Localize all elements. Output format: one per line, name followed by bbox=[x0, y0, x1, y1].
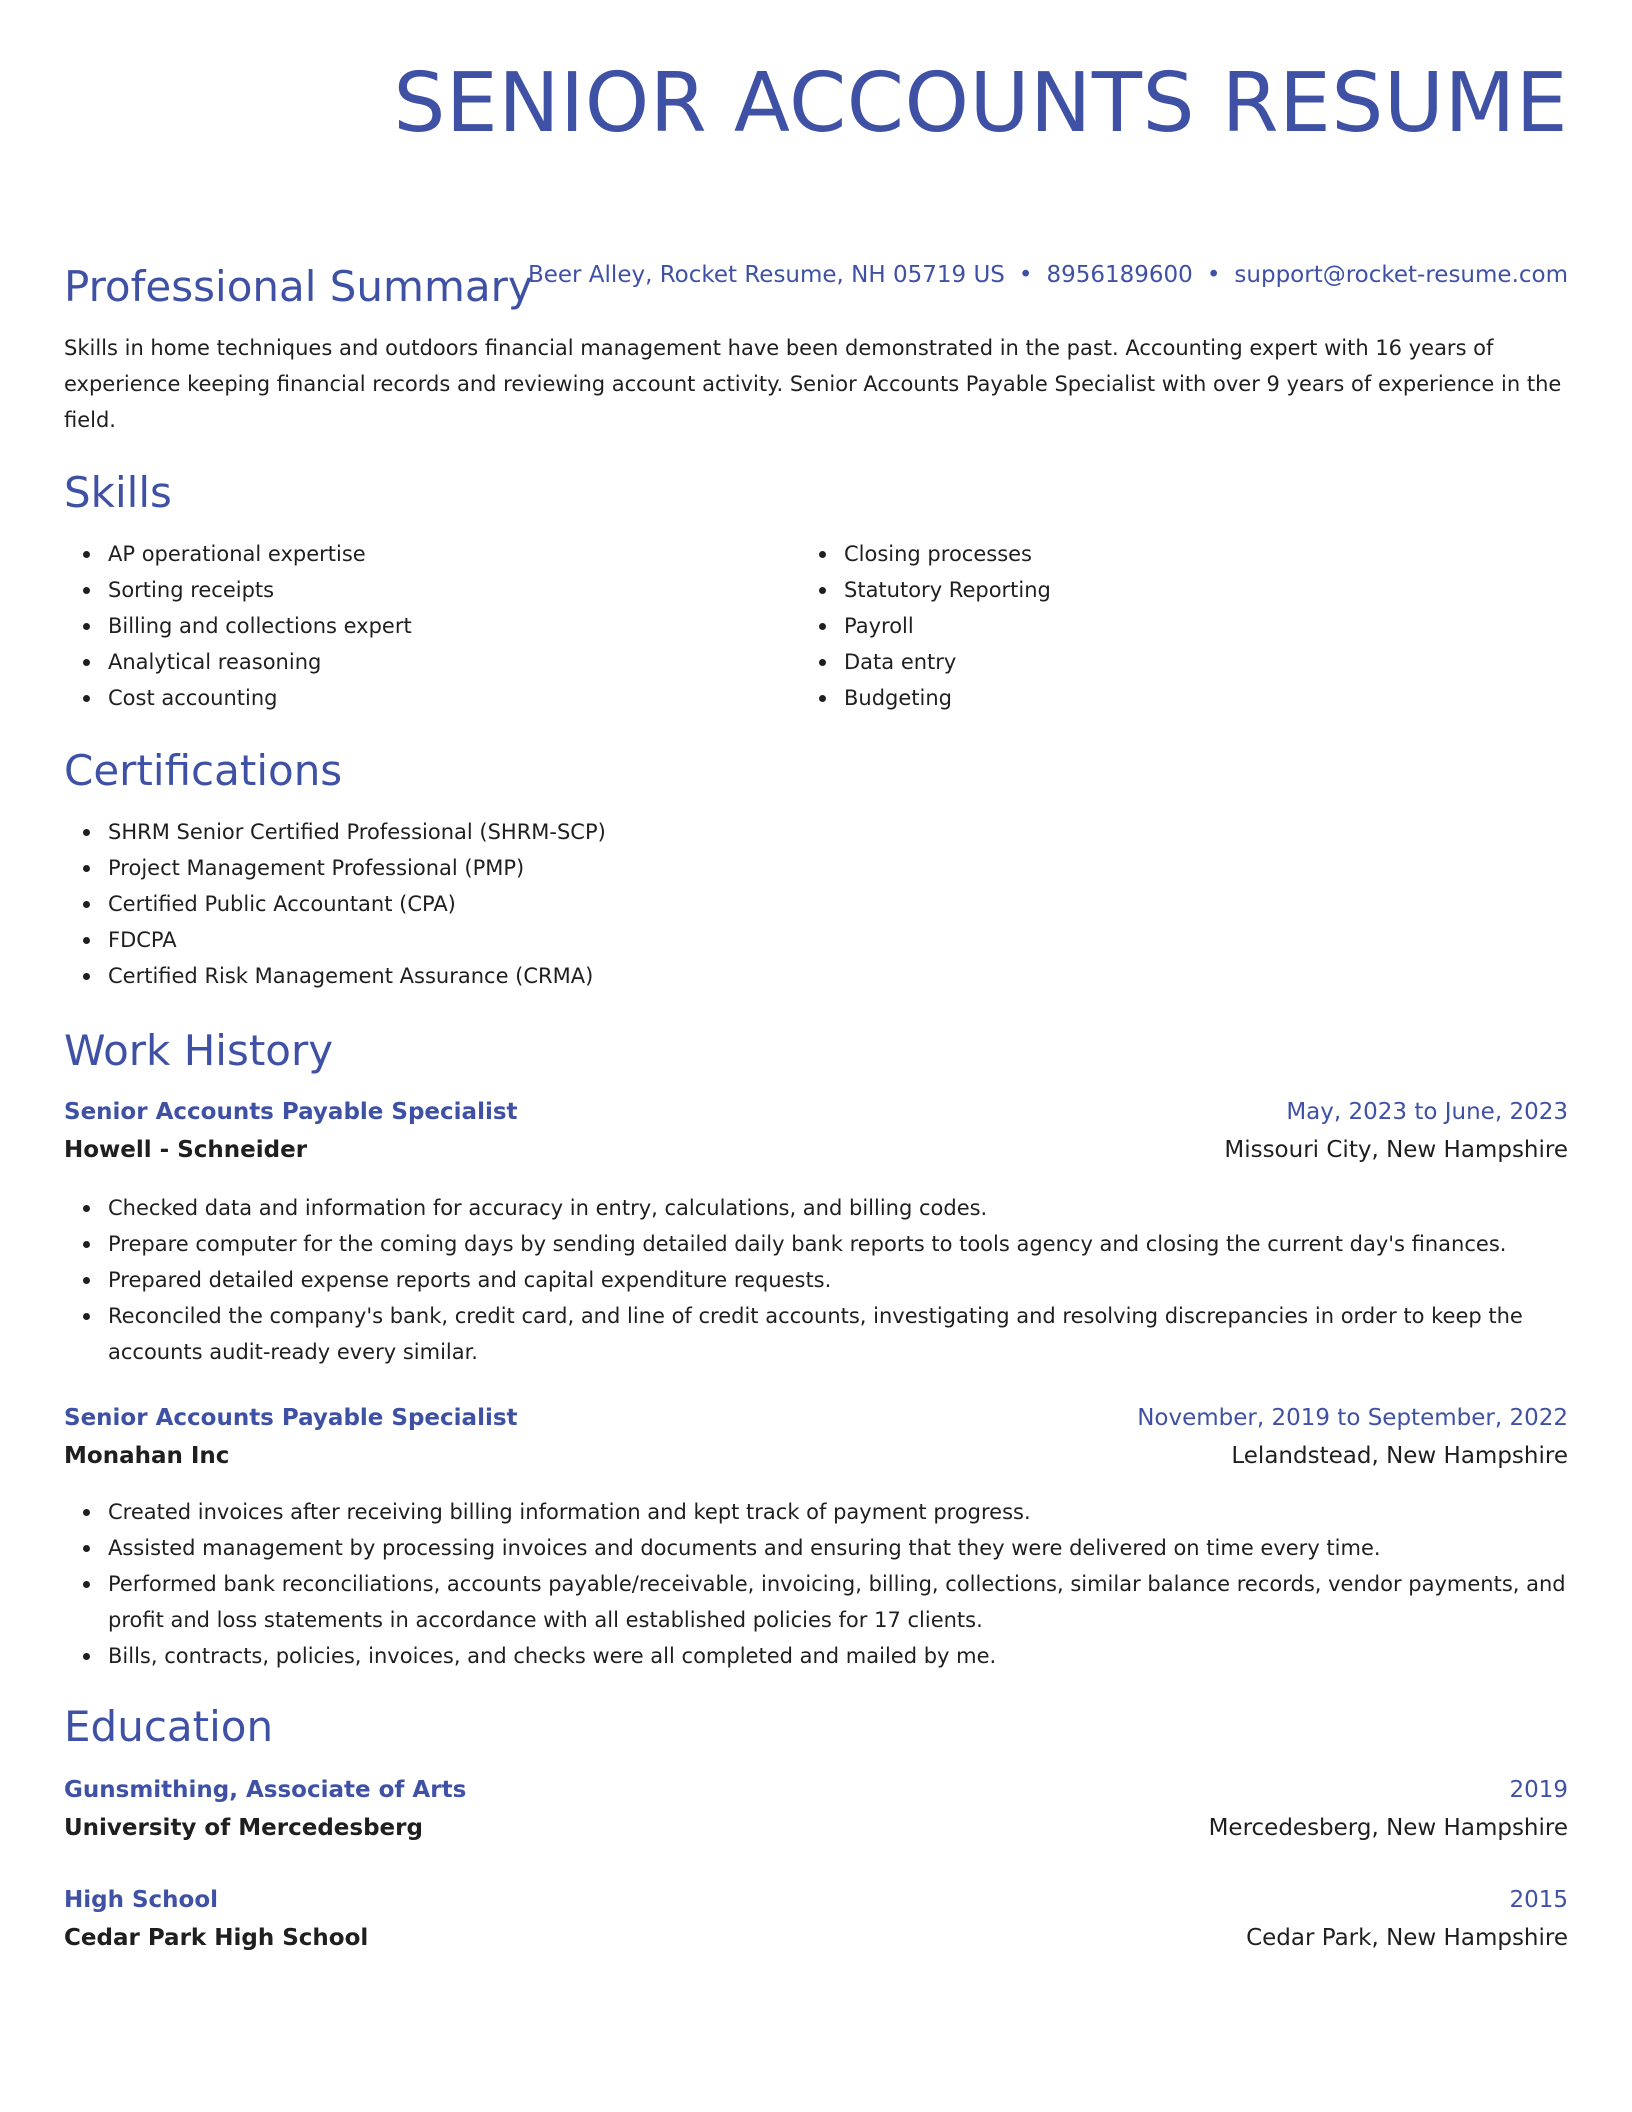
education-school: Cedar Park High School bbox=[64, 1925, 369, 1951]
job-bullet: Performed bank reconciliations, accounts payable/receivable, invoicing, billing, collections, similar balance records, vendor payments, and profit and loss statements in accordance with all established policies for 17 clients. bbox=[108, 1566, 1568, 1638]
job-bullet: Prepare computer for the coming days by sending detailed daily bank reports to tools agency and closing the current day's finances. bbox=[108, 1226, 1568, 1262]
certification-item: SHRM Senior Certified Professional (SHRM-SCP) bbox=[108, 814, 1568, 850]
education-school: University of Mercedesberg bbox=[64, 1815, 423, 1841]
contact-phone: 8956189600 bbox=[1046, 262, 1193, 288]
education-year: 2019 bbox=[1509, 1777, 1568, 1803]
certification-item: Project Management Professional (PMP) bbox=[108, 850, 1568, 886]
job-bullet: Bills, contracts, policies, invoices, and checks were all completed and mailed by me. bbox=[108, 1638, 1568, 1674]
education-location: Cedar Park, New Hampshire bbox=[1246, 1925, 1568, 1951]
education-degree: Gunsmithing, Associate of Arts bbox=[64, 1777, 467, 1803]
education-school-row bbox=[64, 1812, 1568, 1844]
job-bullets bbox=[64, 1190, 1568, 1370]
skills-list-left bbox=[64, 536, 808, 716]
education-school-row bbox=[64, 1922, 1568, 1954]
resume-name: SENIOR ACCOUNTS RESUME bbox=[393, 56, 1568, 151]
skill-item: Sorting receipts bbox=[108, 572, 808, 608]
contact-email[interactable]: support@rocket-resume.com bbox=[1234, 262, 1568, 288]
skill-item: Budgeting bbox=[844, 680, 1544, 716]
summary-heading: Professional Summary bbox=[64, 262, 533, 311]
job-role: Senior Accounts Payable Specialist bbox=[64, 1405, 518, 1431]
education-year: 2015 bbox=[1509, 1887, 1568, 1913]
skill-item: Closing processes bbox=[844, 536, 1544, 572]
skill-item: Data entry bbox=[844, 644, 1544, 680]
skills-heading: Skills bbox=[64, 468, 172, 517]
certification-item: FDCPA bbox=[108, 922, 1568, 958]
contact-separator: • bbox=[1018, 262, 1033, 288]
contact-separator: • bbox=[1206, 262, 1221, 288]
job-dates: November, 2019 to September, 2022 bbox=[1137, 1405, 1568, 1431]
education-degree-row bbox=[64, 1884, 1568, 1916]
education-location: Mercedesberg, New Hampshire bbox=[1208, 1815, 1568, 1841]
certification-item: Certified Public Accountant (CPA) bbox=[108, 886, 1568, 922]
certifications-heading: Certifications bbox=[64, 746, 343, 795]
job-bullet: Prepared detailed expense reports and capital expenditure requests. bbox=[108, 1262, 1568, 1298]
job-bullet: Created invoices after receiving billing information and kept track of payment progress. bbox=[108, 1494, 1568, 1530]
skill-item: Billing and collections expert bbox=[108, 608, 808, 644]
contact-address: Beer Alley, Rocket Resume, NH 05719 US bbox=[527, 262, 1005, 288]
contact-line bbox=[528, 260, 1568, 290]
skills-list-right bbox=[800, 536, 1544, 716]
work-history-heading: Work History bbox=[64, 1026, 334, 1075]
job-location: Lelandstead, New Hampshire bbox=[1231, 1443, 1568, 1469]
certifications-list bbox=[64, 814, 1568, 994]
skill-item: Statutory Reporting bbox=[844, 572, 1544, 608]
job-role: Senior Accounts Payable Specialist bbox=[64, 1099, 518, 1125]
job-location: Missouri City, New Hampshire bbox=[1224, 1137, 1568, 1163]
skill-item: Payroll bbox=[844, 608, 1544, 644]
job-bullet: Reconciled the company's bank, credit card, and line of credit accounts, investigating and resolving discrepancies in order to keep the accounts audit-ready every similar. bbox=[108, 1298, 1568, 1370]
job-bullet: Assisted management by processing invoices and documents and ensuring that they were delivered on time every time. bbox=[108, 1530, 1568, 1566]
job-title-row bbox=[64, 1096, 1568, 1128]
skill-item: Cost accounting bbox=[108, 680, 808, 716]
job-bullets bbox=[64, 1494, 1568, 1674]
skill-item: AP operational expertise bbox=[108, 536, 808, 572]
education-degree: High School bbox=[64, 1887, 219, 1913]
summary-text: Skills in home techniques and outdoors financial management have been demonstrated in the past. Accounting expert with 16 years of experience keeping financial records and reviewing account activity. Senior Accounts Payable Specialist with over 9 years of experience in the field. bbox=[64, 336, 1562, 432]
certification-item: Certified Risk Management Assurance (CRMA) bbox=[108, 958, 1568, 994]
job-bullet: Checked data and information for accuracy in entry, calculations, and billing codes. bbox=[108, 1190, 1568, 1226]
education-heading: Education bbox=[64, 1702, 274, 1751]
education-degree-row bbox=[64, 1774, 1568, 1806]
job-title-row bbox=[64, 1402, 1568, 1434]
job-company-row bbox=[64, 1134, 1568, 1166]
job-company: Monahan Inc bbox=[64, 1443, 230, 1469]
job-company-row bbox=[64, 1440, 1568, 1472]
skill-item: Analytical reasoning bbox=[108, 644, 808, 680]
job-company: Howell - Schneider bbox=[64, 1137, 308, 1163]
job-dates: May, 2023 to June, 2023 bbox=[1286, 1099, 1568, 1125]
